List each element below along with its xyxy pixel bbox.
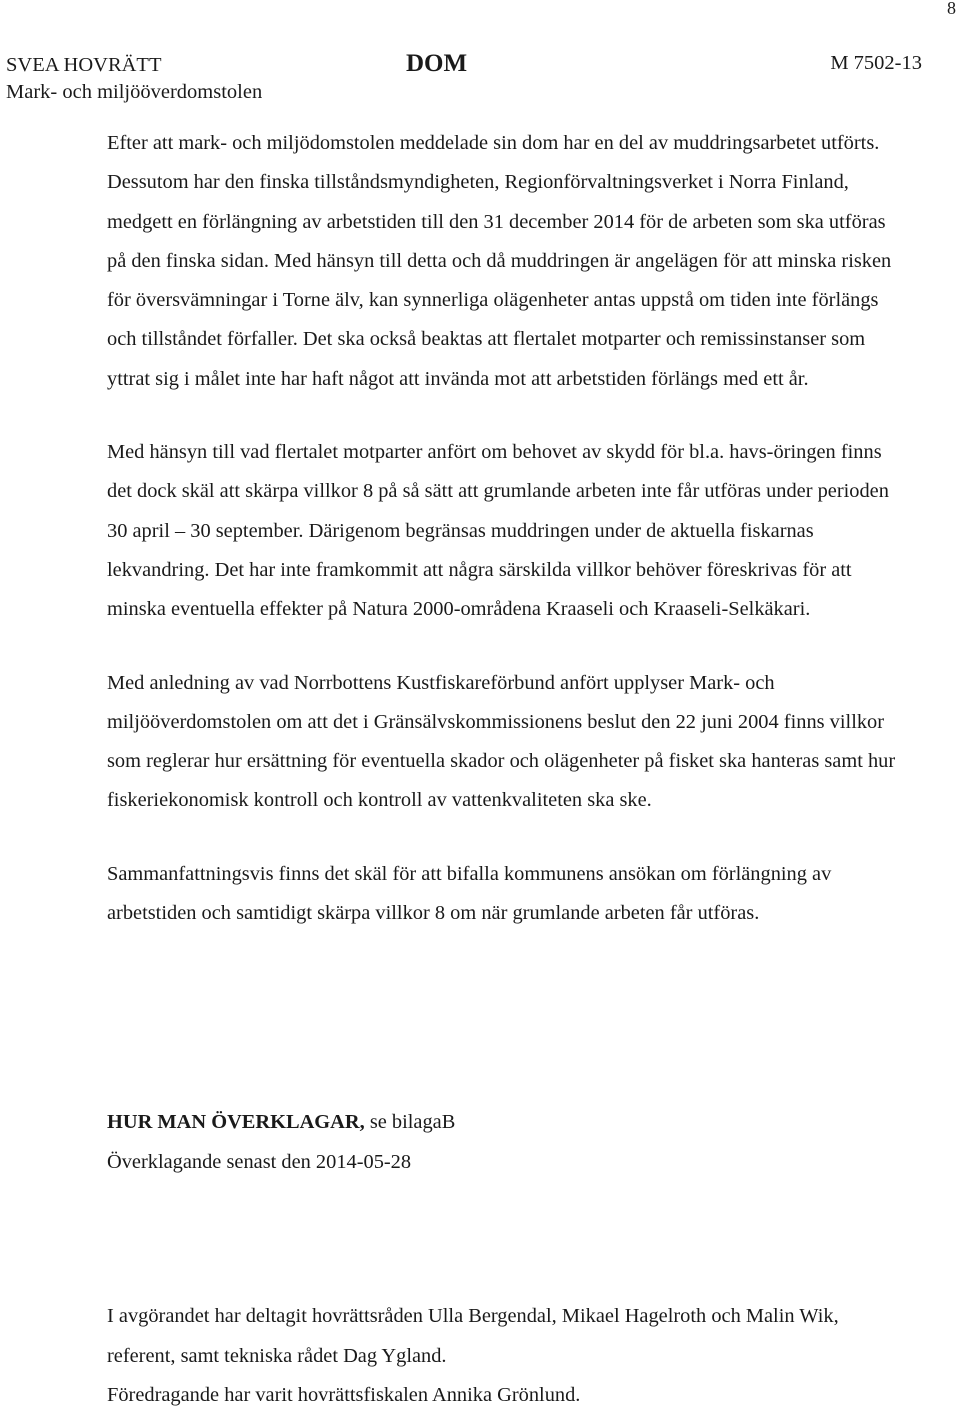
court-name-line2: Mark- och miljööverdomstolen (6, 81, 263, 103)
appeal-heading: HUR MAN ÖVERKLAGAR, (107, 1111, 365, 1133)
appeal-heading-line (107, 1103, 455, 1143)
judges-section (107, 1297, 907, 1416)
judges-participants: I avgörandet har deltagit hovrättsråden Ulla Bergendal, Mikael Hagelroth och Malin Wik, referent, samt tekniska rådet Dag Ygland. (107, 1305, 839, 1367)
document-type: DOM (406, 50, 468, 77)
appeal-attachment-reference: se bilagaB (364, 1111, 456, 1133)
paragraph-condition-8: Med hänsyn till vad flertalet motparter anfört om behovet av skydd för bl.a. havs-öringen finns det dock skäl att skärpa villkor 8 på så sätt att grumlande arbeten inte får utföras under perioden 30 april – 30 september. Därigenom begränsas muddringen under de aktuella fiskarnas lekvandring. Det har inte framkommit att några särskilda villkor behöver föreskrivas för att minska eventuella effekter på Natura 2000-områdena Kraaseli och Kraaseli-Selkäkari. (107, 441, 889, 621)
document-header (6, 52, 926, 104)
paragraph-summary: Sammanfattningsvis finns det skäl för att bifalla kommunens ansökan om förlängning av arbetstiden och samtidigt skärpa villkor 8 om när grumlande arbeten får utföras. (107, 862, 832, 925)
case-number: M 7502-13 (830, 52, 922, 74)
document-body (107, 124, 907, 967)
appeal-section (107, 1103, 455, 1182)
paragraph-fishery-compensation: Med anledning av vad Norrbottens Kustfiskareförbund anfört upplyser Mark- och miljööverdomstolen om att det i Gränsälvskommissionens beslut den 22 juni 2004 finns villkor som reglerar hur ersättning för eventuella skador och olägenheter på fisket ska hanteras samt hur fiskeriekonomisk kontroll och kontroll av vattenkvaliteten ska ske. (107, 671, 896, 812)
page-number: 8 (947, 0, 956, 18)
court-name (6, 52, 262, 106)
paragraph-extension-reasons: Efter att mark- och miljödomstolen meddelade sin dom har en del av muddringsarbetet utförts. Dessutom har den finska tillståndsmyndigheten, Regionförvaltningsverket i Norra Finland, medgett en förlängning av arbetstiden till den 31 december 2014 för de arbeten som ska utföras på den finska sidan. Med hänsyn till detta och då muddringen är angelägen för att minska risken för översvämningar i Torne älv, kan synnerliga olägenheter antas uppstå om tiden inte förlängs och tillståndet förfaller. Det ska också beaktas att flertalet motparter och remissinstanser som yttrat sig i målet inte har haft något att invända mot att arbetstiden förlängs med ett år. (107, 132, 892, 390)
appeal-deadline: Överklagande senast den 2014-05-28 (107, 1150, 412, 1173)
judges-rapporteur: Föredragande har varit hovrättsfiskalen Annika Grönlund. (107, 1384, 581, 1407)
court-name-line1: SVEA HOVRÄTT (6, 54, 162, 76)
